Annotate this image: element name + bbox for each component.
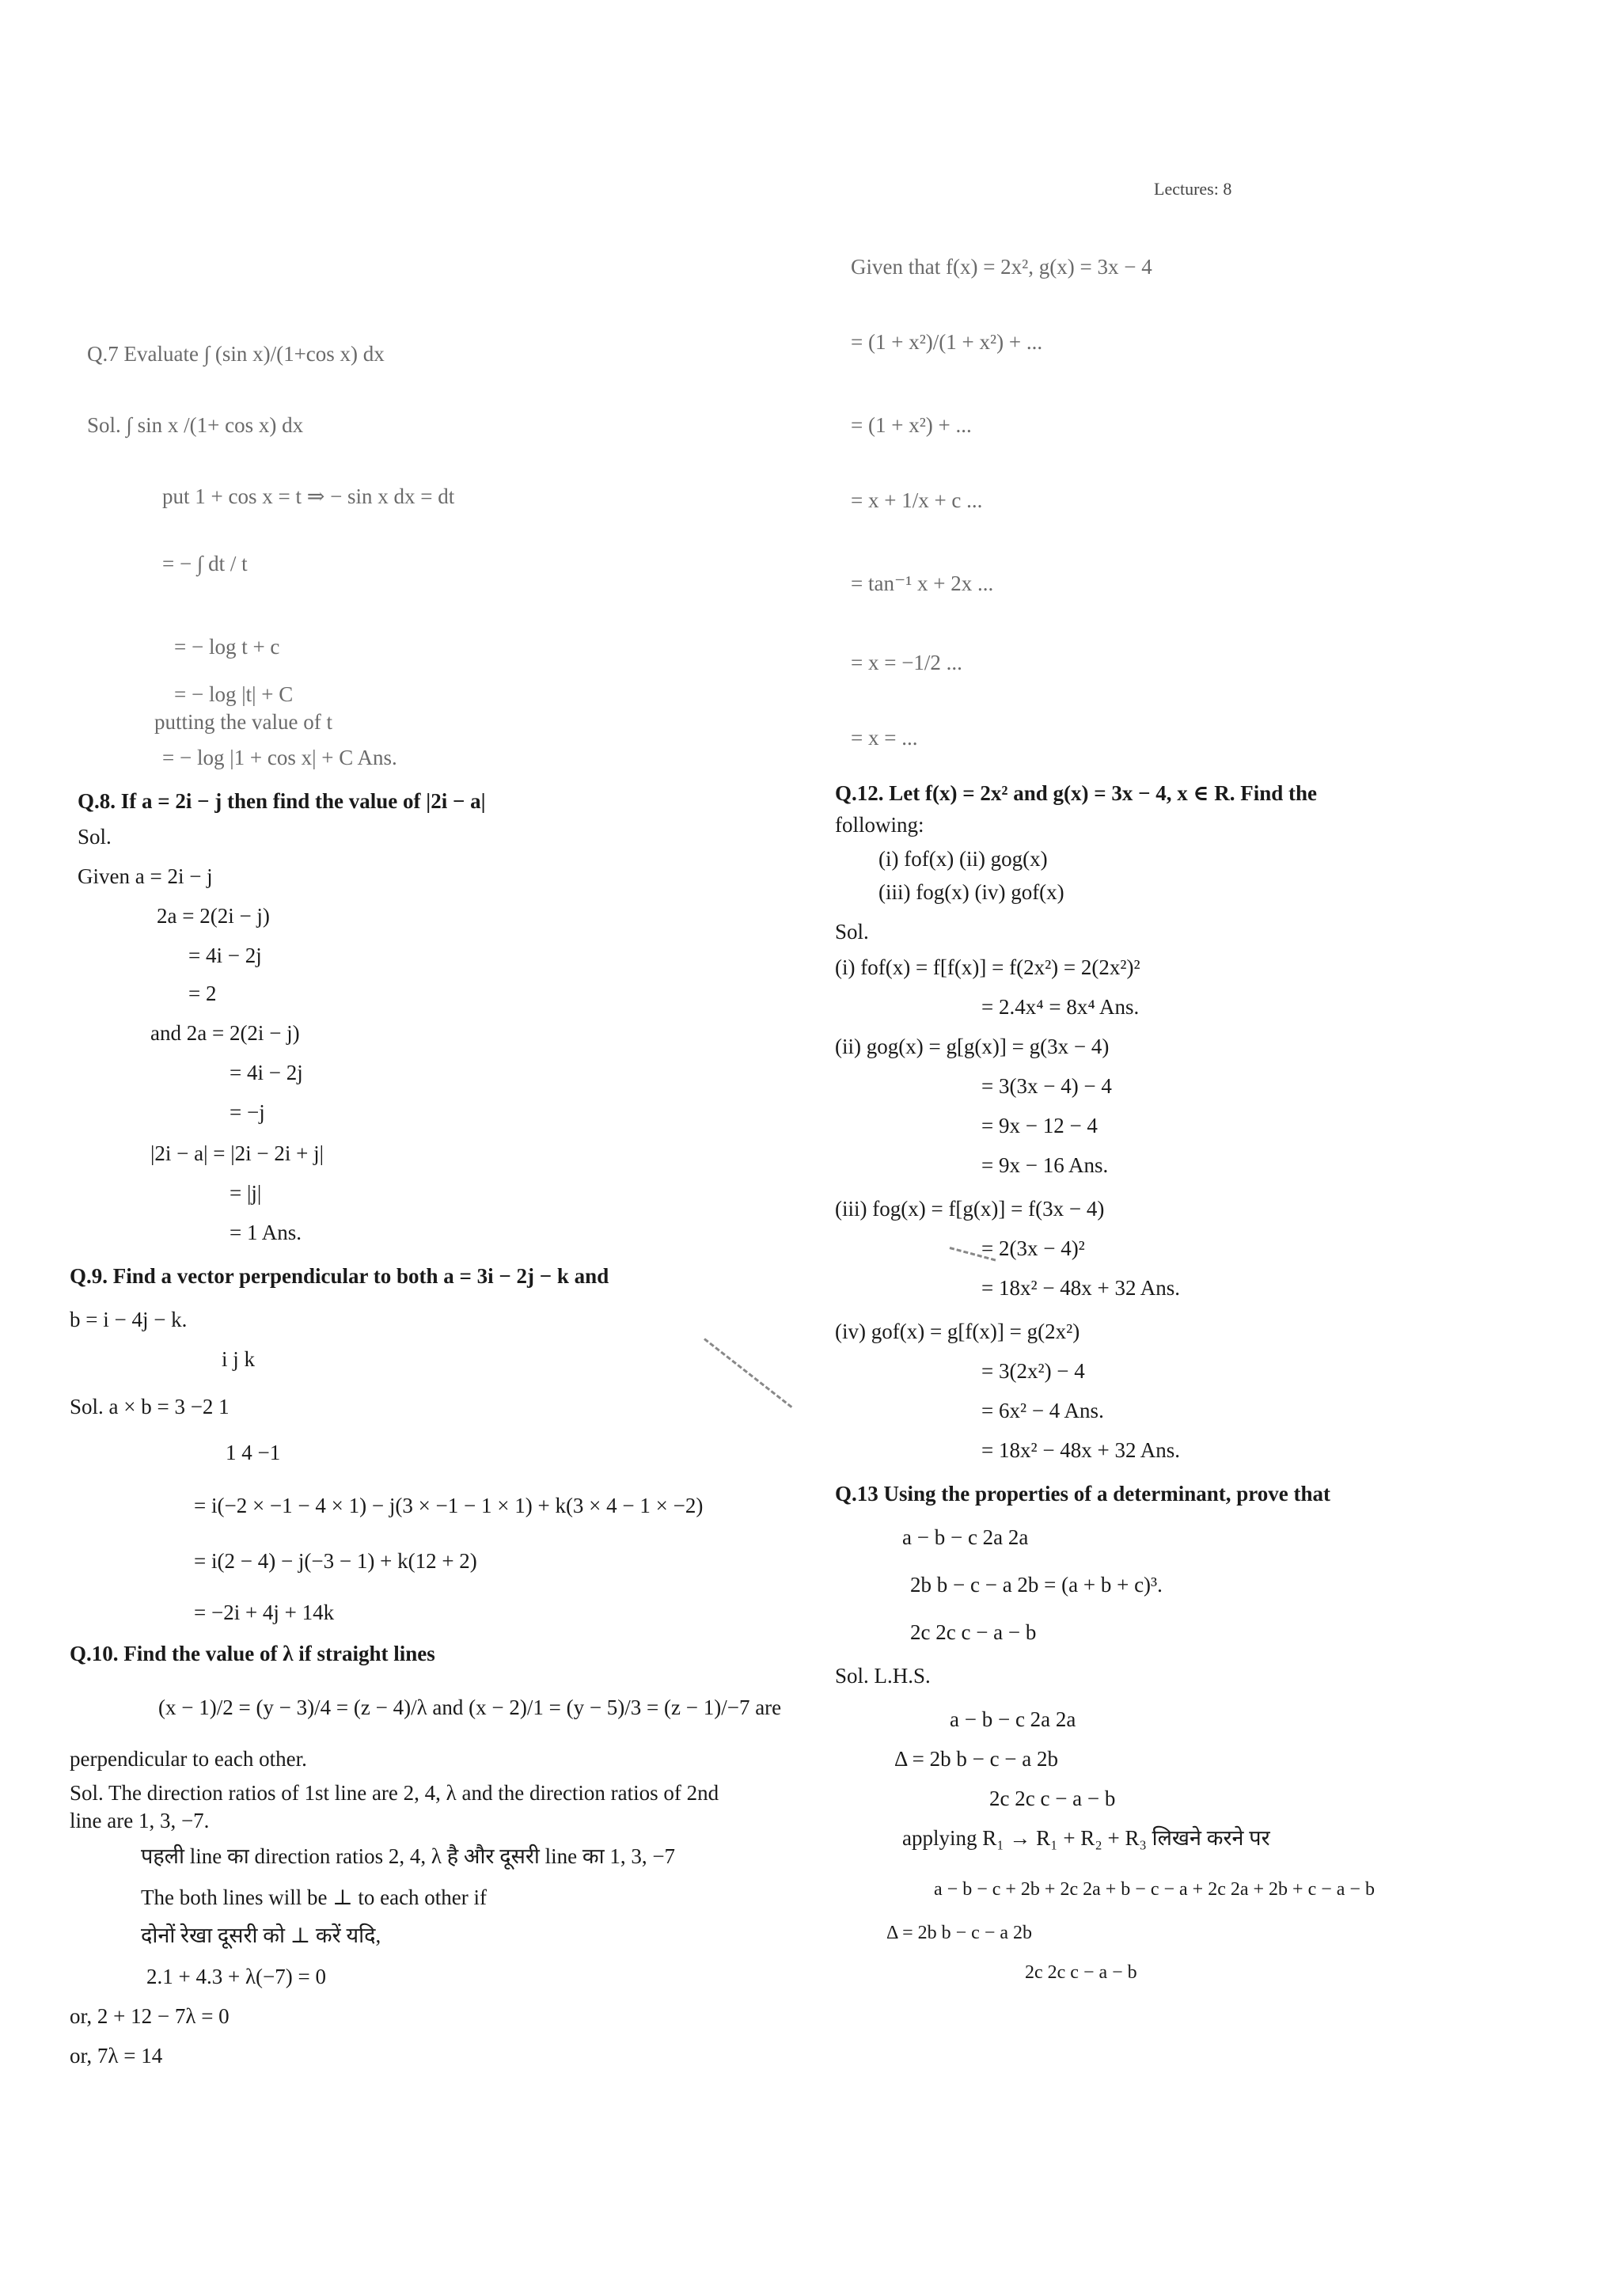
page-header: Lectures: 8 [1154,179,1232,199]
line: = 2 [188,982,217,1005]
line: Sol. L.H.S. [835,1664,931,1688]
line: पहली line का direction ratios 2, 4, λ है और दूसरी line का 1, 3, −7 [141,1844,676,1868]
line: (iii) fog(x) = f[g(x)] = f(3x − 4) [835,1197,1105,1221]
line: 2.1 + 4.3 + λ(−7) = 0 [146,1965,326,1988]
line: = 18x² − 48x + 32 Ans. [981,1438,1181,1462]
line: Sol. ∫ sin x /(1+ cos x) dx [87,413,304,437]
line: = 2(3x − 4)² [981,1236,1085,1260]
line: = tan⁻¹ x + 2x ... [851,572,994,595]
line: Given a = 2i − j [78,864,213,888]
matrix-row: Δ = 2b b − c − a 2b [886,1923,1033,1943]
equation: (x − 1)/2 = (y − 3)/4 = (z − 4)/λ and (x − 2)/1 = (y − 5)/3 = (z − 1)/−7 are [158,1696,782,1719]
line: Sol. The direction ratios of 1st line are 2, 4, λ and the direction ratios of 2nd [70,1781,719,1805]
line: = 3(3x − 4) − 4 [981,1074,1112,1098]
line: = 9x − 16 Ans. [981,1153,1109,1177]
line: = 18x² − 48x + 32 Ans. [981,1276,1181,1300]
line: = (1 + x²) + ... [851,413,972,437]
matrix-row: a − b − c 2a 2a [950,1707,1076,1731]
line: or, 2 + 12 − 7λ = 0 [70,2004,230,2028]
line: = − log |1 + cos x| + C Ans. [162,746,397,769]
line: (iii) fog(x) (iv) gof(x) [878,880,1064,904]
matrix-row: 2c 2c c − a − b [989,1787,1116,1810]
line: and 2a = 2(2i − j) [150,1021,300,1045]
matrix-row: 2c 2c c − a − b [1025,1962,1137,1983]
question-q10: Q.10. Find the value of λ if straight lines [70,1642,435,1665]
matrix-row: a − b − c + 2b + 2c 2a + b − c − a + 2c 2a + 2b + c − a − b [934,1879,1375,1900]
matrix-row: a − b − c 2a 2a [902,1525,1029,1549]
line: 2a = 2(2i − j) [157,904,270,928]
line: b = i − 4j − k. [70,1308,188,1331]
matrix-row: Δ = 2b b − c − a 2b [894,1747,1059,1771]
line: = −j [230,1100,265,1124]
line: = x = −1/2 ... [851,651,962,674]
line: Sol. [835,920,869,944]
line: Q.7 Evaluate ∫ (sin x)/(1+cos x) dx [87,342,385,366]
line: = 9x − 12 − 4 [981,1114,1098,1137]
line: (i) fof(x) (ii) gog(x) [878,847,1048,871]
line: दोनों रेखा दूसरी को ⊥ करें यदि, [141,1923,381,1947]
line: put 1 + cos x = t ⇒ − sin x dx = dt [162,484,455,508]
line: = − log |t| + C [174,682,294,706]
line: |2i − a| = |2i − 2i + j| [150,1141,324,1165]
line: = 2.4x⁴ = 8x⁴ Ans. [981,995,1140,1019]
matrix-row: Sol. a × b = 3 −2 1 [70,1395,230,1418]
matrix-row: i j k [222,1347,256,1371]
line: putting the value of t [154,710,332,734]
line: The both lines will be ⊥ to each other if [141,1885,488,1909]
line: = i(2 − 4) − j(−3 − 1) + k(12 + 2) [194,1549,477,1573]
line: = 4i − 2j [188,944,262,967]
line: following: [835,813,924,837]
line: = 4i − 2j [230,1061,303,1084]
matrix-row: 1 4 −1 [226,1441,281,1464]
line: = 3(2x²) − 4 [981,1359,1085,1383]
line: = 1 Ans. [230,1221,302,1244]
line: line are 1, 3, −7. [70,1809,210,1832]
line: = 6x² − 4 Ans. [981,1399,1104,1422]
question-q8: Q.8. If a = 2i − j then find the value of |2i − a| [78,789,486,813]
line: applying R₁ → R₁ + R₂ + R₃ लिखने करने पर [902,1826,1270,1850]
matrix-row: 2c 2c c − a − b [910,1620,1037,1644]
line: = − ∫ dt / t [162,552,248,575]
question-q9: Q.9. Find a vector perpendicular to both a = 3i − 2j − k and [70,1264,609,1288]
line: (ii) gog(x) = g[g(x)] = g(3x − 4) [835,1035,1110,1058]
line: Sol. [78,825,112,849]
line: (iv) gof(x) = g[f(x)] = g(2x²) [835,1320,1080,1343]
line: = x = ... [851,726,918,750]
right-column [815,0,1624,2286]
matrix-row: 2b b − c − a 2b = (a + b + c)³. [910,1573,1163,1597]
line: (i) fof(x) = f[f(x)] = f(2x²) = 2(2x²)² [835,955,1140,979]
line: Given that f(x) = 2x², g(x) = 3x − 4 [851,255,1152,279]
line: = |j| [230,1181,262,1205]
question-q13: Q.13 Using the properties of a determinant, prove that [835,1482,1330,1506]
line: = −2i + 4j + 14k [194,1601,335,1624]
question-q12: Q.12. Let f(x) = 2x² and g(x) = 3x − 4, x ∈ R. Find the [835,781,1317,805]
line: = (1 + x²)/(1 + x²) + ... [851,330,1043,354]
line: = i(−2 × −1 − 4 × 1) − j(3 × −1 − 1 × 1) + k(3 × 4 − 1 × −2) [194,1494,704,1517]
line: = − log t + c [174,635,280,659]
line: perpendicular to each other. [70,1747,307,1771]
line: = x + 1/x + c ... [851,488,983,512]
line: or, 7λ = 14 [70,2044,163,2068]
